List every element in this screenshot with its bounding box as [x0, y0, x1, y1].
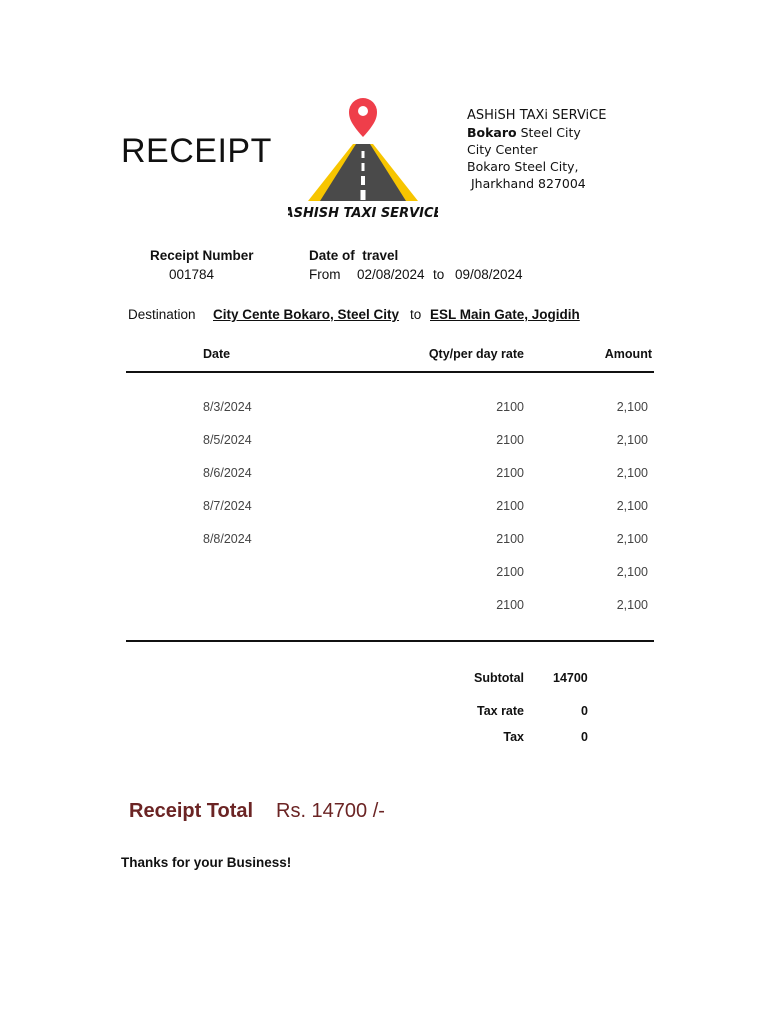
row-amount: 2,100 — [616, 532, 648, 546]
row-date: 8/3/2024 — [203, 400, 252, 414]
table-bottom-divider — [126, 640, 654, 642]
row-date: 8/7/2024 — [203, 499, 252, 513]
row-rate: 2100 — [496, 400, 524, 414]
receipt-total-label: Receipt Total — [129, 800, 254, 822]
column-header-date: Date — [203, 347, 231, 361]
to-label: to — [433, 267, 445, 282]
destination-from: City Cente Bokaro, Steel City — [213, 307, 400, 322]
tax-label: Tax — [503, 730, 524, 744]
from-label: From — [309, 267, 341, 282]
row-rate: 2100 — [496, 532, 524, 546]
company-info — [467, 107, 606, 192]
row-amount: 2,100 — [616, 433, 648, 447]
company-logo — [288, 96, 438, 224]
to-date: 09/08/2024 — [455, 267, 523, 282]
row-amount: 2,100 — [616, 499, 648, 513]
tax-rate-value: 0 — [581, 704, 588, 718]
row-rate: 2100 — [496, 565, 524, 579]
row-date: 8/8/2024 — [203, 532, 252, 546]
subtotal-label: Subtotal — [474, 671, 524, 685]
row-rate: 2100 — [496, 598, 524, 612]
thanks-message: Thanks for your Business! — [121, 855, 292, 870]
row-date: 8/6/2024 — [203, 466, 252, 480]
row-rate: 2100 — [496, 466, 524, 480]
logo-text: ASHISH TAXI SERVICE — [288, 206, 438, 221]
company-address-line3: Bokaro Steel City, — [467, 159, 579, 174]
destination-to: ESL Main Gate, Jogidih — [430, 307, 580, 322]
row-amount: 2,100 — [616, 400, 648, 414]
column-header-amount: Amount — [604, 347, 652, 361]
row-date: 8/5/2024 — [203, 433, 252, 447]
row-amount: 2,100 — [616, 598, 648, 612]
map-pin-road-icon — [288, 96, 438, 224]
destination-label: Destination — [128, 307, 196, 322]
header-divider — [126, 371, 654, 373]
from-date: 02/08/2024 — [357, 267, 425, 282]
receipt-number-label: Receipt Number — [150, 248, 254, 263]
company-address-line1 — [467, 124, 606, 141]
subtotal-value: 14700 — [553, 671, 588, 685]
company-address-line1-bold: Bokaro — [467, 125, 517, 140]
company-name: ASHiSH TAXi SERViCE — [467, 108, 607, 123]
column-header-rate: Qty/per day rate — [428, 347, 524, 361]
travel-date-label: Date of travel — [309, 248, 399, 263]
destination-to-word: to — [410, 307, 422, 322]
receipt-number: 001784 — [169, 267, 215, 282]
tax-value: 0 — [581, 730, 588, 744]
row-amount: 2,100 — [616, 565, 648, 579]
row-rate: 2100 — [496, 499, 524, 513]
row-amount: 2,100 — [616, 466, 648, 480]
company-address-line1-rest: Steel City — [516, 125, 581, 140]
tax-rate-label: Tax rate — [476, 704, 524, 718]
receipt-title: RECEIPT — [121, 132, 272, 170]
company-address-line4: Jharkhand 827004 — [467, 176, 586, 191]
company-address-line2: City Center — [467, 142, 538, 157]
receipt-total-value: Rs. 14700 /- — [276, 800, 385, 822]
row-rate: 2100 — [496, 433, 524, 447]
